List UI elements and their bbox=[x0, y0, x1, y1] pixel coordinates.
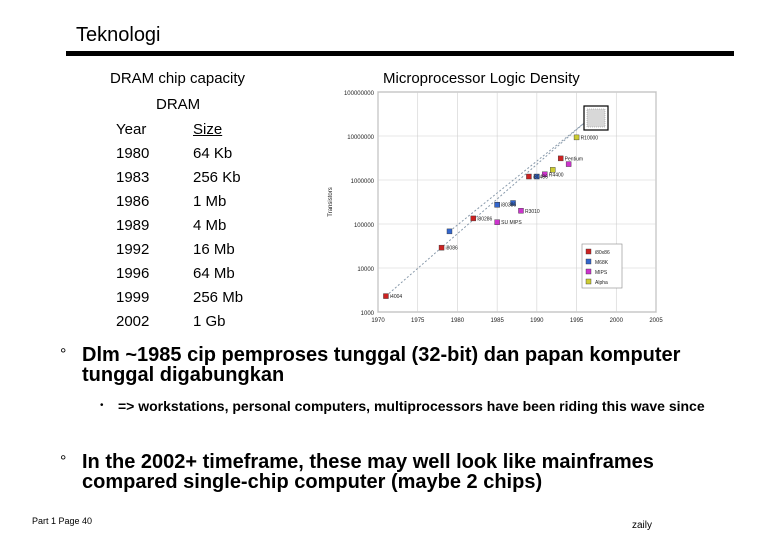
dram-col-year: Year bbox=[116, 121, 147, 138]
bullet-2-text: In the 2002+ timeframe, these may well look like mainframes compared single-chip computer (maybe 2 chips) bbox=[82, 451, 654, 493]
data-label: i80286 bbox=[477, 216, 493, 223]
sub-bullet-1 bbox=[100, 398, 720, 414]
bullet-marker: ° bbox=[60, 453, 67, 470]
dram-year: 1986 bbox=[116, 193, 150, 210]
dram-size: 1 Gb bbox=[193, 313, 226, 330]
x-tick-label: 1995 bbox=[569, 318, 584, 324]
dram-row bbox=[116, 288, 243, 312]
data-label: i4004 bbox=[389, 294, 403, 301]
sub-bullet-1-text: => workstations, personal computers, multiprocessors have been riding this wave since bbox=[118, 398, 705, 414]
slide-title: Teknologi bbox=[76, 24, 161, 46]
dram-size: 16 Mb bbox=[193, 241, 235, 258]
title-rule bbox=[66, 51, 734, 56]
data-point bbox=[471, 216, 476, 221]
data-point bbox=[383, 294, 388, 299]
data-point bbox=[495, 220, 500, 225]
data-label: R10000 bbox=[580, 135, 599, 142]
x-tick-label: 1970 bbox=[371, 318, 385, 324]
data-point bbox=[495, 202, 500, 207]
data-label: R3010 bbox=[524, 208, 540, 215]
y-tick-label: 100000 bbox=[353, 223, 374, 229]
dram-row bbox=[116, 168, 243, 192]
y-tick-label: 100000000 bbox=[343, 91, 374, 97]
dram-row bbox=[116, 264, 243, 288]
bullet-1-text: Dlm ~1985 cip pemproses tunggal (32-bit) dan papan komputer tunggal digabungkan bbox=[82, 344, 681, 386]
dram-row bbox=[116, 312, 243, 336]
dram-row bbox=[116, 216, 243, 240]
data-label: R4400 bbox=[548, 172, 564, 179]
dram-size: 1 Mb bbox=[193, 193, 227, 210]
mpu-density-chart bbox=[322, 86, 663, 332]
x-tick-label: 2005 bbox=[649, 318, 663, 324]
dram-size: 64 Kb bbox=[193, 145, 233, 162]
footer-page: Part 1 Page 40 bbox=[32, 516, 93, 526]
y-tick-label: 1000 bbox=[360, 311, 374, 317]
x-tick-label: 1980 bbox=[450, 318, 465, 324]
dram-year: 1983 bbox=[116, 169, 150, 186]
data-point bbox=[574, 135, 579, 140]
data-point bbox=[518, 208, 523, 213]
data-point bbox=[526, 174, 531, 179]
dram-size: 256 Kb bbox=[193, 169, 241, 186]
y-tick-label: 10000 bbox=[357, 267, 374, 273]
dram-col-size: Size bbox=[193, 121, 223, 138]
dram-row bbox=[116, 192, 243, 216]
data-label: Pentium bbox=[564, 156, 584, 163]
footer-author: zaily bbox=[632, 520, 653, 531]
bullet-marker: ° bbox=[60, 346, 67, 363]
legend-entry: i80x86 bbox=[595, 250, 610, 256]
dram-size: 64 Mb bbox=[193, 265, 235, 282]
x-tick-label: 2000 bbox=[609, 318, 623, 324]
dram-year: 1980 bbox=[116, 145, 150, 162]
data-label: i80486 bbox=[532, 174, 548, 181]
data-point bbox=[558, 156, 563, 161]
highlight-box-fill bbox=[587, 109, 605, 127]
dram-table-label: DRAM bbox=[156, 96, 201, 113]
dram-row bbox=[116, 144, 243, 168]
legend-entry: MIPS bbox=[595, 270, 608, 276]
sub-bullet-marker: • bbox=[100, 400, 104, 411]
legend-swatch bbox=[586, 269, 591, 274]
y-tick-label: 10000000 bbox=[347, 135, 374, 141]
dram-heading: DRAM chip capacity bbox=[110, 70, 246, 87]
x-tick-label: 1975 bbox=[411, 318, 425, 324]
bullet-2 bbox=[60, 452, 740, 492]
dram-row bbox=[116, 240, 243, 264]
y-axis-label: Transistors bbox=[328, 187, 334, 217]
dram-table bbox=[116, 120, 243, 336]
data-point bbox=[447, 229, 452, 234]
data-label: i8086 bbox=[445, 245, 458, 252]
legend-entry: M68K bbox=[595, 260, 609, 266]
legend-entry: Alpha bbox=[595, 280, 608, 286]
bullet-1 bbox=[60, 345, 740, 385]
x-tick-label: 1985 bbox=[490, 318, 504, 324]
x-tick-label: 1990 bbox=[530, 318, 544, 324]
dram-size: 256 Mb bbox=[193, 289, 244, 306]
data-point bbox=[439, 245, 444, 250]
dram-year: 2002 bbox=[116, 313, 150, 330]
dram-year: 1996 bbox=[116, 265, 150, 282]
legend-swatch bbox=[586, 259, 591, 264]
dram-header-row bbox=[116, 120, 243, 144]
mpu-heading: Microprocessor Logic Density bbox=[383, 70, 580, 87]
dram-year: 1992 bbox=[116, 241, 150, 258]
y-tick-label: 1000000 bbox=[350, 179, 374, 185]
dram-size: 4 Mb bbox=[193, 217, 227, 234]
legend-swatch bbox=[586, 249, 591, 254]
legend-swatch bbox=[586, 279, 591, 284]
data-label: i80386 bbox=[501, 202, 517, 209]
data-label: SU MIPS bbox=[501, 220, 522, 227]
dram-year: 1999 bbox=[116, 289, 150, 306]
dram-year: 1989 bbox=[116, 217, 150, 234]
